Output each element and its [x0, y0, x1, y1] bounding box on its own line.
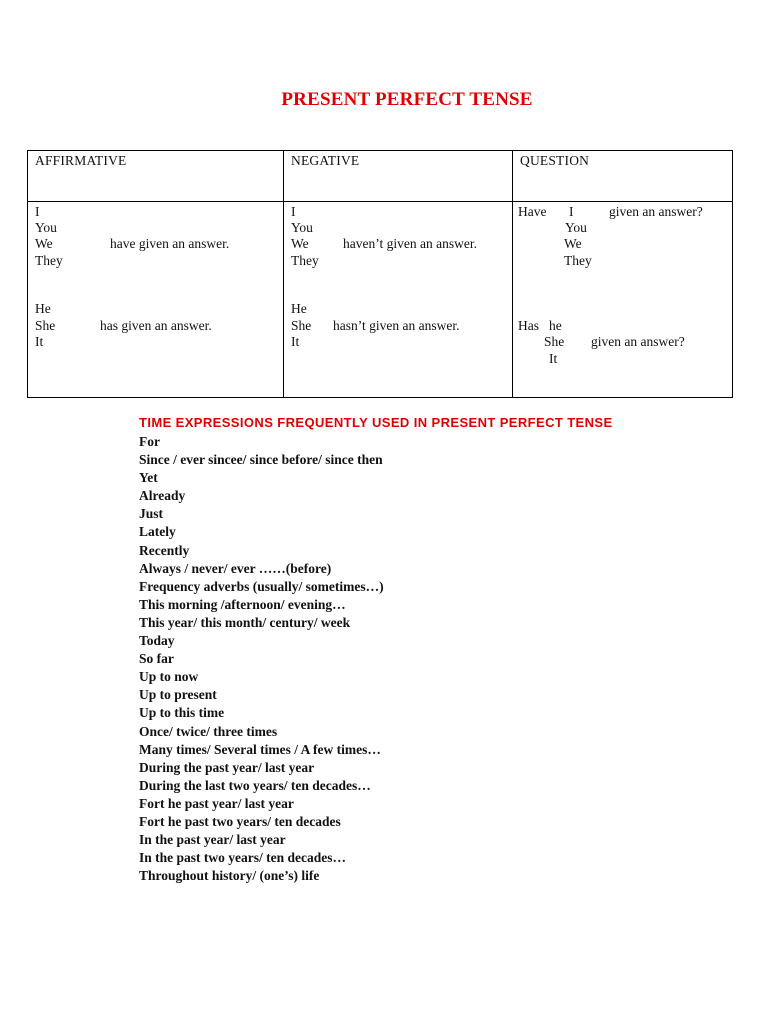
list-item: Lately: [139, 524, 176, 540]
question-subject: he: [549, 318, 562, 333]
negative-subject: It: [291, 334, 300, 349]
affirmative-subject: You: [35, 220, 57, 235]
list-item: Yet: [139, 470, 158, 486]
header-negative: NEGATIVE: [291, 153, 360, 168]
list-item: For: [139, 434, 160, 449]
list-item: Recently: [139, 542, 190, 558]
question-plural-aux: Have: [518, 204, 547, 219]
list-item: This morning /afternoon/ evening…: [139, 596, 346, 612]
affirmative-subject: She: [35, 318, 56, 333]
list-item: Always / never/ ever ……(before): [139, 560, 332, 576]
header-question-cell: [513, 151, 733, 202]
negative-cell: [284, 202, 513, 398]
header-negative-cell: [284, 151, 513, 202]
question-subject: They: [564, 253, 592, 268]
header-affirmative-cell: [28, 151, 284, 202]
negative-subject: They: [291, 253, 319, 268]
list-item: Up to present: [139, 687, 217, 703]
negative-subject: I: [291, 204, 296, 219]
list-item: Up to now: [139, 669, 199, 685]
list-item: Fort he past year/ last year: [139, 795, 294, 811]
list-item: During the past year/ last year: [139, 759, 315, 775]
header-affirmative: AFFIRMATIVE: [35, 153, 127, 168]
affirmative-subject: I: [35, 204, 40, 219]
affirmative-singular-verb: has given an answer.: [100, 318, 212, 333]
question-cell: [513, 202, 733, 398]
list-item: So far: [139, 651, 174, 667]
list-item: Just: [139, 506, 164, 522]
list-item: This year/ this month/ century/ week: [139, 614, 351, 630]
list-item: Since / ever sincee/ since before/ since then: [139, 452, 383, 468]
table-body-row: [28, 202, 733, 398]
list-item: Already: [139, 488, 186, 504]
question-subject: We: [564, 236, 582, 251]
negative-subject: He: [291, 301, 307, 316]
negative-singular-verb: hasn’t given an answer.: [333, 318, 460, 333]
negative-subject: We: [291, 236, 309, 251]
negative-subject: You: [291, 220, 313, 235]
list-item: Once/ twice/ three times: [139, 723, 278, 739]
affirmative-subject: They: [35, 253, 63, 268]
list-item: During the last two years/ ten decades…: [139, 777, 371, 793]
list-item: In the past two years/ ten decades…: [139, 850, 346, 866]
question-subject: She: [544, 334, 565, 349]
list-item: Today: [139, 633, 175, 649]
affirmative-cell: [28, 202, 284, 398]
list-item: Many times/ Several times / A few times…: [139, 741, 381, 757]
list-item: Throughout history/ (one’s) life: [139, 868, 320, 884]
question-singular-rest: given an answer?: [591, 334, 685, 349]
negative-plural-verb: haven’t given an answer.: [343, 236, 477, 251]
question-subject: You: [565, 220, 587, 235]
page-title: PRESENT PERFECT TENSE: [281, 89, 533, 110]
affirmative-subject: We: [35, 236, 53, 251]
question-plural-rest: given an answer?: [609, 204, 703, 219]
table-header-row: [28, 151, 733, 202]
question-singular-aux: Has: [518, 318, 539, 333]
question-subject: I: [569, 204, 574, 219]
list-item: In the past year/ last year: [139, 832, 286, 848]
affirmative-subject: It: [35, 334, 44, 349]
time-expressions-list: [139, 433, 384, 885]
list-item: Fort he past two years/ ten decades: [139, 813, 341, 829]
conjugation-table: [27, 150, 733, 398]
list-item: Up to this time: [139, 705, 225, 721]
negative-subject: She: [291, 318, 312, 333]
list-item: Frequency adverbs (usually/ sometimes…): [139, 578, 384, 594]
affirmative-subject: He: [35, 301, 51, 316]
affirmative-plural-verb: have given an answer.: [110, 236, 230, 251]
time-expressions-heading: TIME EXPRESSIONS FREQUENTLY USED IN PRESENT PERFECT TENSE: [139, 415, 613, 430]
header-question: QUESTION: [520, 153, 590, 168]
question-subject: It: [549, 351, 558, 366]
